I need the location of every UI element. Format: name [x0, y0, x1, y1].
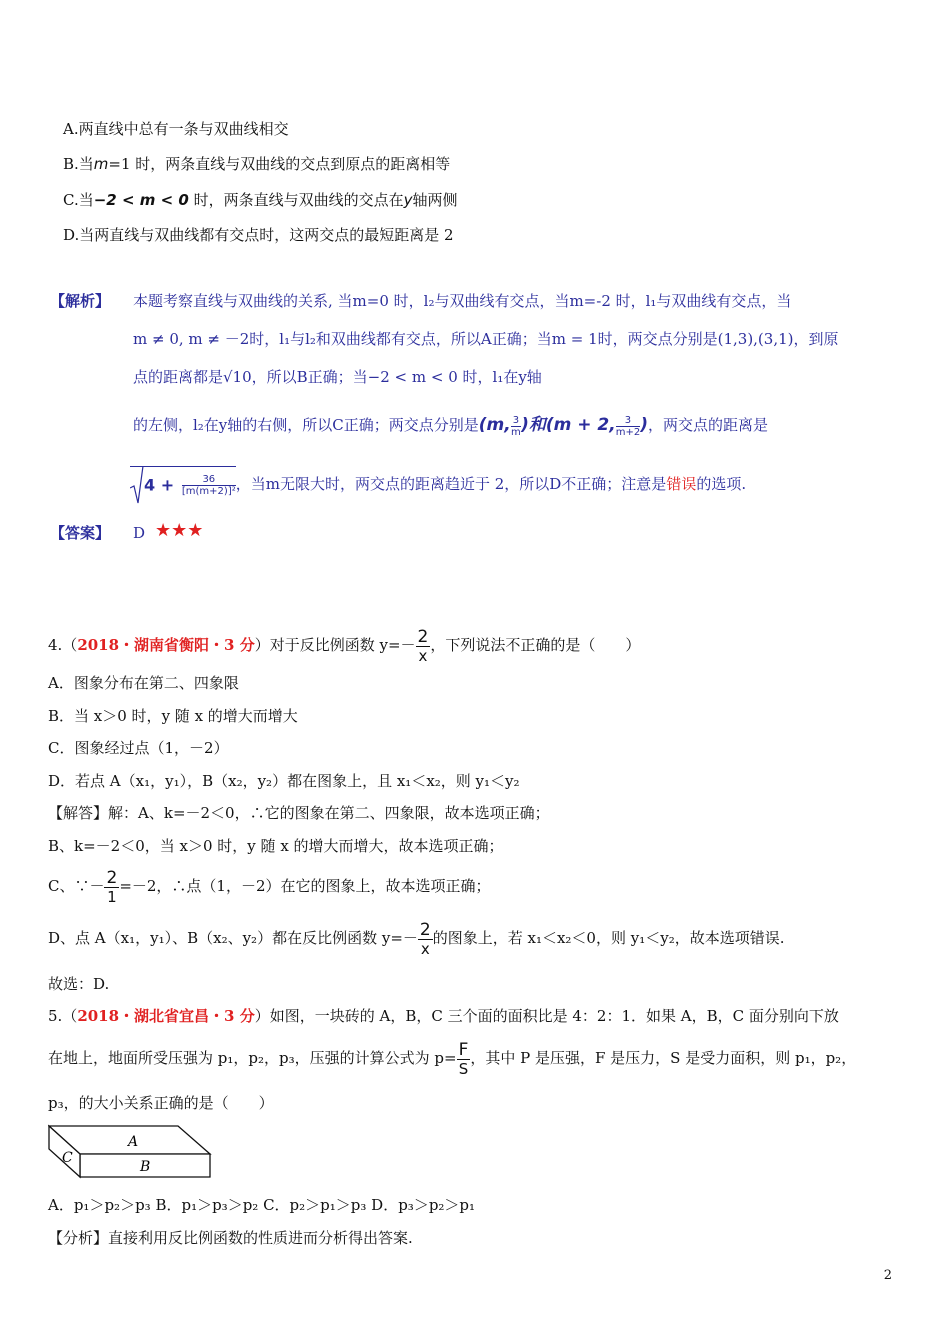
- face-label-a: A: [128, 1134, 139, 1150]
- face-label-b: B: [140, 1159, 151, 1175]
- q4-solution-1: 【解答】解：A、k=－2＜0，∴它的图象在第二、四象限，故本选项正确；: [48, 804, 550, 822]
- analysis-line-5: 4 + $\frac{36}{\text{[m(m+2)]²}}$ ，当m无限大时，两交点的距离趋近于 2，所以D不正确；注意是错误的选项.: [130, 466, 746, 504]
- analysis-label: 【解析】: [50, 292, 111, 310]
- q5-stem-3: p₃，的大小关系正确的是（ ）: [48, 1094, 274, 1112]
- q5-analysis: 【分析】直接利用反比例函数的性质进而分析得出答案.: [48, 1229, 413, 1247]
- analysis-line-4: 的左侧，l₂在y轴的右侧，所以C正确；两交点分别是(m, $\frac{3}{m}$ )和(m + 2, $\frac{3}{m+2}$ )，两交点的距离是: [133, 414, 768, 438]
- answer-label: 【答案】: [50, 524, 111, 542]
- q3-option-d: D.当两直线与双曲线都有交点时，这两交点的最短距离是 2: [63, 226, 454, 244]
- q3-option-b: B.当m=1 时，两条直线与双曲线的交点到原点的距离相等: [63, 155, 451, 173]
- q4-solution-4: D、点 A（x₁，y₁）、B（x₂、y₂）都在反比例函数 y=－ $\frac{2}{x}$ 的图象上，若 x₁＜x₂＜0，则 y₁＜y₂，故本选项错误.: [48, 919, 785, 958]
- q4-option-d: D．若点 A（x₁，y₁），B（x₂，y₂）都在图象上，且 x₁＜x₂，则 y₁＜y₂: [48, 772, 520, 790]
- difficulty-stars: ★★★: [155, 520, 204, 541]
- q4-option-c: C．图象经过点（1，－2）: [48, 739, 229, 757]
- q4-option-b: B．当 x＞0 时，y 随 x 的增大而增大: [48, 707, 298, 725]
- answer-value: D: [133, 524, 146, 542]
- q4-stem: 4.（2018・湖南省衡阳・3 分）对于反比例函数 y=－ $\frac{2}{x}$ ，下列说法不正确的是（ ）: [48, 626, 641, 665]
- analysis-line-2: m ≠ 0, m ≠ －2时，l₁与l₂和双曲线都有交点，所以A正确；当m = 1时，两交点分别是(1,3),(3,1)，到原: [133, 330, 839, 348]
- analysis-line-1: 本题考察直线与双曲线的关系, 当m=0 时，l₂与双曲线有交点，当m=-2 时，l₁与双曲线有交点，当: [133, 292, 792, 310]
- q5-stem-1: 5.（2018・湖北省宜昌・3 分）如图，一块砖的 A，B，C 三个面的面积比是 4：2：1．如果 A，B，C 面分别向下放: [48, 1007, 839, 1025]
- q5-options: A．p₁＞p₂＞p₃ B．p₁＞p₃＞p₂ C．p₂＞p₁＞p₃ D．p₃＞p₂＞p₁: [48, 1196, 476, 1214]
- q3-option-a: A.两直线中总有一条与双曲线相交: [63, 120, 289, 138]
- sqrt-expression: 4 + $\frac{36}{\text{[m(m+2)]²}}$: [130, 466, 236, 504]
- q5-stem-2: 在地上，地面所受压强为 p₁，p₂，p₃，压强的计算公式为 p= $\frac{F}{S}$ ，其中 P 是压强，F 是压力，S 是受力面积，则 p₁，p₂，: [48, 1039, 857, 1078]
- face-label-c: C: [62, 1150, 73, 1166]
- q4-choose: 故选：D.: [48, 975, 110, 993]
- q3-option-c: C.当−2 < m < 0 时，两条直线与双曲线的交点在y轴两侧: [63, 191, 458, 209]
- analysis-line-3: 点的距离都是√10，所以B正确；当−2 < m < 0 时，l₁在y轴: [133, 368, 542, 386]
- q4-solution-2: B、k=－2＜0，当 x＞0 时，y 随 x 的增大而增大，故本选项正确；: [48, 837, 504, 855]
- sqrt-sign: [130, 466, 144, 504]
- brick-figure: [48, 1124, 213, 1180]
- q4-solution-3: C、∵－ $\frac{2}{1}$ =－2，∴点（1，－2）在它的图象上，故本选项正确；: [48, 867, 491, 906]
- q4-option-a: A．图象分布在第二、四象限: [48, 674, 239, 692]
- page-number: 2: [883, 1268, 892, 1283]
